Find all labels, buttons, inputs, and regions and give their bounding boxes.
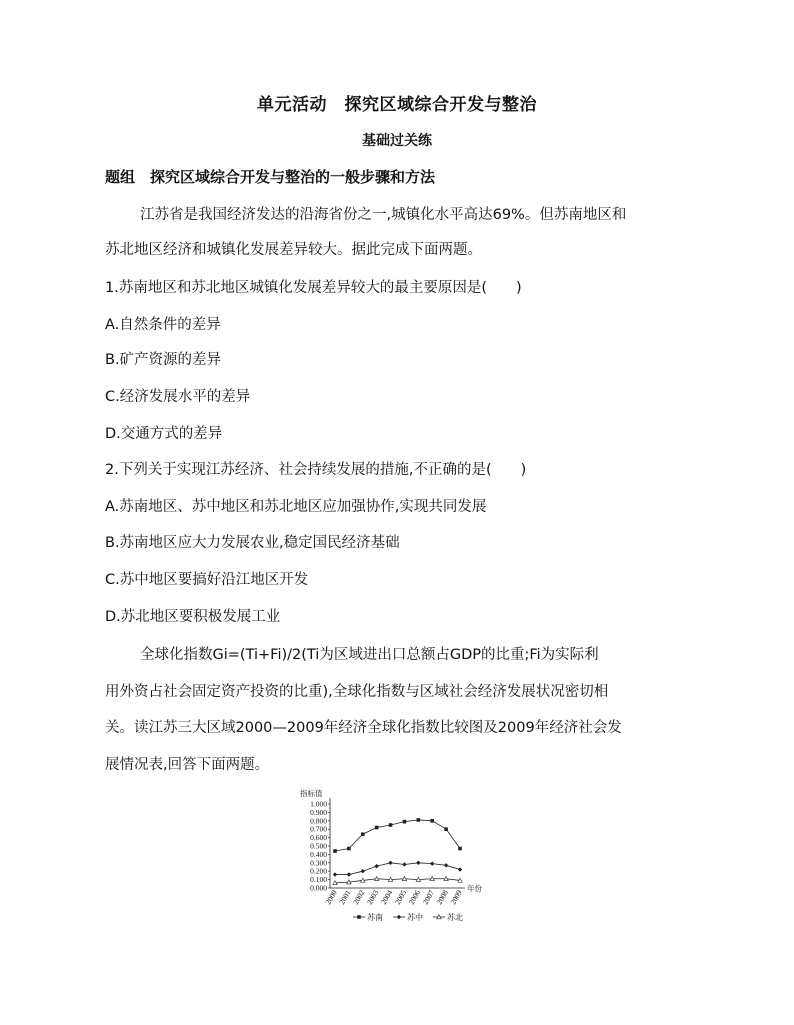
y-tick-label: 0.900	[310, 807, 327, 817]
y-tick-label: 0.200	[310, 866, 327, 876]
question-1-option-b: B.矿产资源的差异	[105, 352, 222, 368]
page-title: 单元活动 探究区域综合开发与整治	[257, 95, 537, 115]
y-tick-label: 0.300	[310, 858, 327, 868]
x-tick-label: 2000	[323, 888, 339, 906]
y-tick-label: 0.000	[310, 883, 327, 893]
question-2-option-c: C.苏中地区要搞好沿江地区开发	[105, 572, 309, 588]
y-tick-label: 0.400	[310, 849, 327, 859]
x-tick-label: 2007	[420, 888, 436, 906]
data-point-苏南	[417, 818, 421, 822]
passage2-line: 展情况表,回答下面两题。	[105, 757, 270, 773]
x-tick-label: 2001	[337, 888, 353, 906]
y-tick-label: 0.500	[310, 841, 327, 851]
y-tick-label: 0.100	[310, 875, 327, 885]
data-point-苏南	[347, 847, 351, 851]
legend-label-苏北: 苏北	[447, 913, 463, 922]
legend-label-苏南: 苏南	[367, 913, 383, 922]
y-axis-label: 指标值	[300, 789, 323, 798]
passage1-line: 苏北地区经济和城镇化发展差异较大。据此完成下面两题。	[105, 242, 482, 258]
passage2-line: 关。读江苏三大区域2000—2009年经济全球化指数比较图及2009年经济社会发	[105, 720, 622, 736]
data-point-苏南	[361, 832, 365, 836]
section-heading: 题组 探究区域综合开发与整治的一般步骤和方法	[105, 168, 436, 186]
x-tick-label: 2005	[392, 888, 409, 906]
question-1-option-a: A.自然条件的差异	[105, 317, 221, 333]
x-tick-label: 2004	[378, 888, 395, 906]
series-line-苏北	[335, 879, 460, 883]
question-2-stem: 2.下列关于实现江苏经济、社会持续发展的措施,不正确的是( )	[105, 462, 527, 478]
passage1-line: 江苏省是我国经济发达的沿海省份之一,城镇化水平高达69%。但苏南地区和	[140, 207, 627, 223]
x-tick-label: 2003	[365, 888, 381, 906]
question-2-option-a: A.苏南地区、苏中地区和苏北地区应加强协作,实现共同发展	[105, 499, 487, 515]
passage2-line: 全球化指数Gi=(Ti+Fi)/2(Ti为区域进出口总额占GDP的比重;Fi为实际利	[140, 647, 599, 663]
y-tick-label: 1.000	[310, 799, 327, 809]
data-point-苏中	[458, 867, 462, 871]
globalization-index-chart	[285, 788, 495, 928]
data-point-苏中	[333, 872, 337, 876]
data-point-苏中	[430, 861, 434, 865]
data-point-苏中	[374, 864, 378, 868]
series-line-苏中	[335, 863, 460, 875]
x-axis-label: 年份	[467, 884, 482, 893]
data-point-苏南	[458, 847, 462, 851]
data-point-苏中	[361, 869, 365, 873]
passage2-line: 用外资占社会固定资产投资的比重),全球化指数与区域社会经济发展状况密切相	[105, 684, 609, 700]
y-tick-label: 0.800	[310, 816, 327, 826]
data-point-苏南	[375, 826, 379, 830]
question-1-option-d: D.交通方式的差异	[105, 426, 223, 442]
data-point-苏中	[444, 863, 448, 867]
series-line-苏南	[335, 820, 460, 851]
y-tick-label: 0.700	[310, 824, 327, 834]
x-tick-label: 2002	[351, 888, 367, 906]
legend-label-苏中: 苏中	[407, 913, 423, 922]
legend-marker-苏中	[397, 915, 401, 919]
data-point-苏南	[430, 819, 434, 823]
data-point-苏南	[333, 849, 337, 853]
data-point-苏中	[416, 861, 420, 865]
chart-svg	[285, 788, 495, 928]
question-2-option-b: B.苏南地区应大力发展农业,稳定国民经济基础	[105, 535, 400, 551]
x-tick-label: 2009	[448, 888, 464, 906]
data-point-苏中	[347, 872, 351, 876]
question-2-option-d: D.苏北地区要积极发展工业	[105, 609, 281, 625]
page-subtitle: 基础过关练	[362, 133, 432, 149]
data-point-苏南	[444, 827, 448, 831]
x-tick-label: 2008	[434, 888, 450, 906]
question-1-option-c: C.经济发展水平的差异	[105, 389, 251, 405]
data-point-苏南	[389, 823, 393, 827]
x-tick-label: 2006	[406, 888, 423, 906]
question-1-stem: 1.苏南地区和苏北地区城镇化发展差异较大的最主要原因是( )	[105, 280, 522, 296]
data-point-苏中	[388, 861, 392, 865]
data-point-苏南	[403, 820, 407, 824]
y-tick-label: 0.600	[310, 833, 327, 843]
data-point-苏中	[402, 862, 406, 866]
legend-marker-苏南	[357, 915, 361, 919]
